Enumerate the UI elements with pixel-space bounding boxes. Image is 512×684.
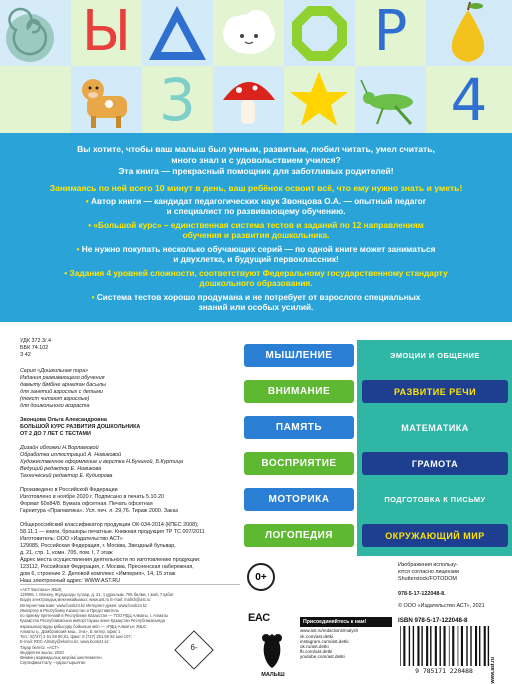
social-link[interactable]: vk.com/ast.detki: [300, 634, 333, 639]
barcode-bar: [409, 626, 410, 666]
barcode-bar: [475, 626, 477, 666]
bullet-2: [0, 221, 512, 241]
tile-pear: [426, 0, 512, 66]
bullet-4-line-2: дошкольного образования.: [199, 277, 313, 288]
tile-grasshopper: [355, 66, 426, 133]
udk-line-1: УДК 372.3/.4: [20, 338, 51, 344]
barcode-bar: [413, 626, 414, 666]
intro-line-2: много знал и с удовольствием учился?: [171, 155, 341, 165]
skill-chip: ЛОГОПЕДИЯ: [244, 524, 354, 547]
barcode-bar: [421, 626, 422, 666]
tile-mushroom: [213, 66, 284, 133]
isbn-inline: 978-5-17-122048-8.: [398, 591, 446, 597]
bullet-1: [0, 197, 512, 217]
social-link[interactable]: youtube.com/ast.detki: [300, 654, 345, 659]
barcode: [398, 626, 490, 666]
bullet-marker: •: [85, 196, 89, 206]
barcode-bar: [484, 626, 486, 666]
bullet-4-line-1: Задания 4 уровней сложности, соответствуют Федеральному государственному стандарту: [69, 268, 448, 278]
copyright: © ООО «Издательство АСТ», 2021: [398, 603, 485, 609]
barcode-bar: [452, 626, 454, 666]
fine-print: «АСТ Баспасы» ЖШҚ 129085, г. Мәскеу, Жұлдызды гүлзар, д. 21, 1 құрылым, 705 бөлме, I жай, 7 қабат Біздің электрондық мекенжайымыз: www.ast.ru E-mail: malish@ast.ru Интернет-магазин: www.book24.kz Интернет-дүкен: www.book24.kz Импортер в Республику Казахстан и Представитель по приему претензий в Республике Казахстан — ТОО РДЦ Алматы, г. Алматы Қазақстан Республикасына импорттаушы және Қазақстан Республикасында наразылықтарды қабылдау бойынша өкіл — «РДЦ-Алматы» ЖШС Алматы қ., Домбровский көш., 3«а», Б литер, офис 1 Тел.: 8(727) 2 51 59 90,91, факс: 8 (727) 251 59 92 ішкі 107; E-mail: RDC-Almaty@eksmo.kz, www.book24.kz Тауар белгісі: «АСТ» Өндірілген жылы: 2020 Өнімнің жарамдылық мерзімі шектелмеген. Сертификатталу – қарастырылған: [20, 587, 174, 666]
bullet-3: [0, 245, 512, 265]
age-badge: [247, 563, 275, 591]
bullet-5: [0, 293, 512, 313]
barcode-bar: [430, 626, 431, 666]
tile-snail-shell: [0, 0, 71, 66]
octagon-icon: [284, 0, 355, 66]
illustration-grid: [0, 0, 512, 133]
barcode-bar: [461, 626, 463, 666]
skill-chip: ПАМЯТЬ: [244, 416, 354, 439]
join-label: Присоединяйтесь к нам!: [300, 617, 392, 627]
tile-triangle: [142, 0, 213, 66]
eac-mark: EAC: [248, 612, 270, 624]
barcode-digits: 9 785171 220488: [415, 667, 473, 675]
barcode-bar: [479, 626, 480, 666]
skill-chip: ГРАМОТА: [362, 452, 508, 475]
barcode-bar: [426, 626, 428, 666]
age-6-text: 6-: [190, 643, 198, 652]
udk-line-2: ББК 74.102: [20, 345, 49, 352]
barcode-bar: [400, 626, 401, 666]
bullet-marker: •: [64, 268, 68, 278]
pear-icon: [426, 0, 512, 66]
triangle-icon: [142, 0, 213, 66]
series-block: Серия «Дошкольная пора» Издания развивающего обучения дамыту бімбіне арналған басылы для занятий взрослых с детьми (текст читают взрослые) для дошкольного возраста: [20, 368, 106, 410]
social-link[interactable]: instagram.com/ast.detki: [300, 639, 349, 644]
bullet-2-line-1: «Большой курс» – единственная система тестов и заданий по 12 направлениям: [93, 220, 424, 230]
barcode-bar: [488, 626, 489, 666]
headline: Занимаясь по ней всего 10 минут в день, ваш ребёнок освоит всё, что ему нужно знать и уметь!: [49, 183, 463, 193]
number-3: 3: [159, 66, 196, 133]
barcode-bar: [417, 626, 419, 666]
cloud-icon: [213, 0, 284, 66]
bullet-4: [0, 269, 512, 289]
skill-chip: ВНИМАНИЕ: [244, 380, 354, 403]
tile-cloud: [213, 0, 284, 66]
tile-star: [284, 66, 355, 133]
mushroom-icon: [213, 66, 284, 133]
barcode-bar: [440, 626, 441, 666]
isbn-label: ISBN 978-5-17-122048-8: [398, 617, 468, 624]
site-url[interactable]: www.ast.ru: [490, 657, 496, 684]
tile-blank-1: [0, 66, 71, 133]
snail-shell-icon: [0, 0, 71, 66]
production-block: Произведено в Российской Федерации Изготовлено в ноябре 2020 г. Подписано в печать 5.10.20 Формат 60х84/8. Бумага офсетная. Печать офсетная Гарнитура «Прагматика». Усл. печ. л. 29,76. Тираж 2000. Заказ: [20, 487, 178, 515]
skill-chip: ЭМОЦИИ И ОБЩЕНИЕ: [362, 344, 508, 367]
description-banner: [0, 133, 512, 322]
book-title: БОЛЬШОЙ КУРС РАЗВИТИЯ ДОШКОЛЬНИКА ОТ 2 ДО 7 ЛЕТ С ТЕСТАМИ: [20, 424, 141, 438]
skill-chip: ПОДГОТОВКА К ПИСЬМУ: [362, 488, 508, 511]
bullet-3-line-2: и двухлетка, и будущий первоклассник!: [173, 253, 339, 264]
tile-number-3: [142, 66, 213, 133]
bullet-5-line-2: знаний или особых усилий.: [198, 301, 314, 312]
intro-line-1: Вы хотите, чтобы ваш малыш был умным, развитым, любил читать, умел считать,: [77, 144, 435, 154]
barcode-bar: [449, 626, 450, 666]
social-url[interactable]: www.ast.ru/redactions/malysh: [300, 628, 359, 633]
bullet-5-line-1: Система тестов хорошо продумана и не потребует от взрослого специальных: [96, 292, 421, 302]
skill-chip: МОТОРИКА: [244, 488, 354, 511]
bullet-marker: •: [88, 220, 92, 230]
author-line: Звонцова Ольга Александровна: [20, 417, 107, 424]
legal-block: Общероссийский классификатор продукции ОК-034-2014 (КПЕС 2008); 58.11.1 — книги, брошюры печатные. Книжная продукция ТР ТС 007/2011 Изготовитель: ООО «Издательство АСТ» 129085, Российская Федерация, г. Москва, Звездный бульвар, д. 21, стр. 1, комн. 705, пом. I, 7 этаж Адрес места осуществления деятельности по изготовлению продукции: 123112, Российская Федерация, г. Москва, Пресненская набережная, дом 6, строение 2. Деловой комплекс «Империя», 14, 15 этаж Наш электронный адрес: WWW.AST.RU: [20, 522, 205, 585]
barcode-bar: [466, 626, 467, 666]
barcode-bar: [470, 626, 471, 666]
number-4: 4: [450, 66, 488, 133]
age-badge-text: 0+: [255, 571, 267, 583]
bullet-marker: •: [91, 292, 95, 302]
intro-line-3: Эта книга — прекрасный помощник для заботливых родителей!: [118, 166, 394, 176]
skill-chip: МАТЕМАТИКА: [362, 416, 508, 439]
bullet-1-line-1: Автор книги — кандидат педагогических наук Звонцова О.А. — опытный педагог: [91, 196, 427, 206]
imprint-column: [20, 338, 240, 585]
divider: [20, 584, 240, 585]
tile-letter-y: [71, 0, 142, 66]
star-icon: [284, 66, 355, 133]
letter-y: Ы: [81, 0, 132, 64]
skill-chip: РАЗВИТИЕ РЕЧИ: [362, 380, 508, 403]
skill-chip: ОКРУЖАЮЩИЙ МИР: [362, 524, 508, 547]
bullet-2-line-2: обучения и развития дошкольника.: [182, 229, 330, 240]
skill-chip: МЫШЛЕНИЕ: [244, 344, 354, 367]
bullet-3-line-1: Не нужно покупать несколько обучающих серий — по одной книге может заниматься: [81, 244, 436, 254]
calf-icon: [71, 66, 142, 133]
udk-line-3: З 42: [20, 352, 31, 359]
tile-letter-r: [355, 0, 426, 66]
barcode-bar: [444, 626, 446, 666]
grasshopper-icon: [355, 66, 426, 133]
social-link[interactable]: ok.ru/ast.detki: [300, 644, 329, 649]
tile-octagon: [284, 0, 355, 66]
image-credit: Изображения использу- ются согласно лицензии Shutterstock/FOTODOM: [398, 562, 460, 582]
tile-calf: [71, 66, 142, 133]
bullet-1-line-2: и специалист по развивающему обучению.: [166, 205, 346, 216]
brand-name: МАЛЫШ: [261, 672, 285, 678]
credits-block: Дизайн обложки Н.Ворламовой Обработка иллюстраций А. Новиковой Художественное оформление и верстка Н.Буниной, Б.Куртица Ведущий редактор Е. Новикова Технический редактор Е. Кудиярова: [20, 445, 183, 480]
social-link[interactable]: fb.com/ast.detki: [300, 649, 333, 654]
social-box: [300, 617, 392, 679]
letter-r: Р: [373, 0, 408, 64]
barcode-bar: [458, 626, 459, 666]
skill-chip: ВОСПРИЯТИЕ: [244, 452, 354, 475]
bullet-marker: •: [76, 244, 80, 254]
barcode-bar: [403, 626, 405, 666]
tile-number-4: [426, 66, 512, 133]
barcode-bar: [435, 626, 437, 666]
skills-panel: [242, 340, 512, 556]
